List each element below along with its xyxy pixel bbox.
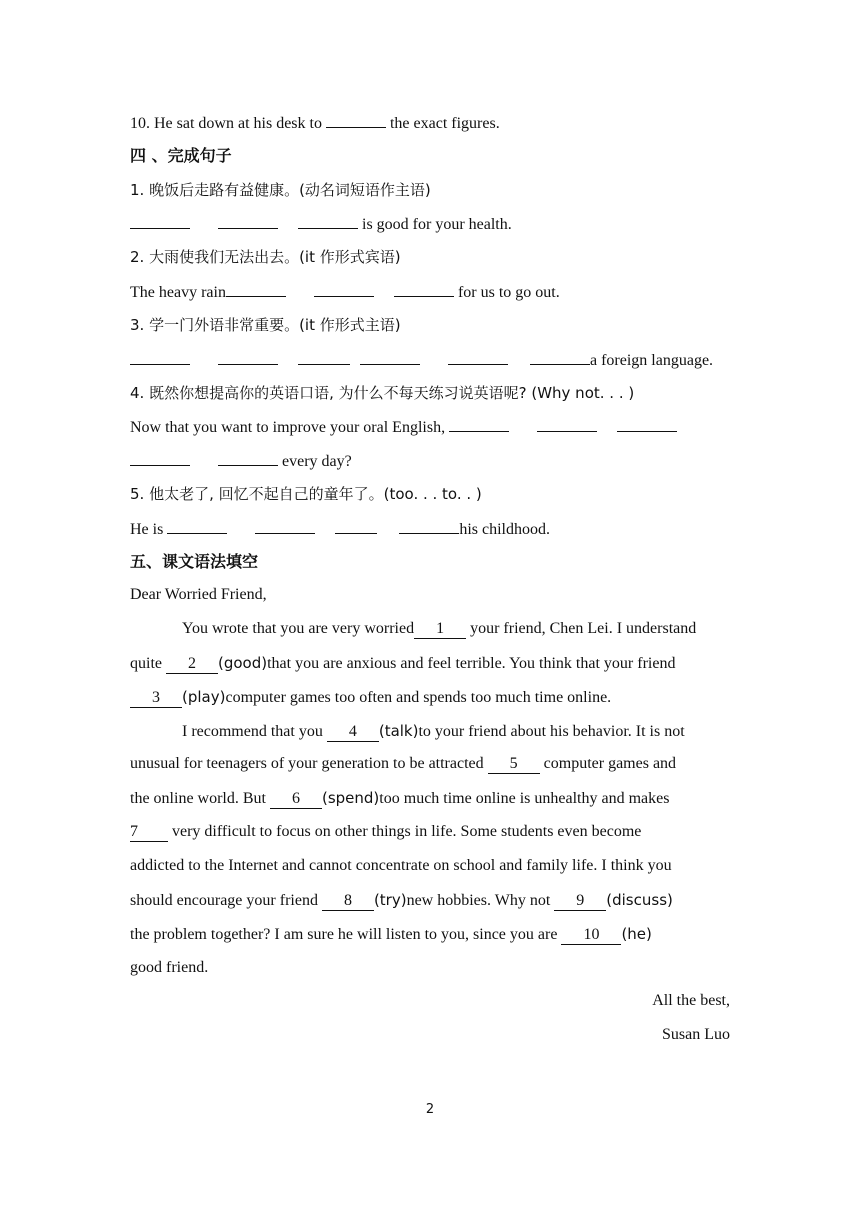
blank[interactable]: [298, 349, 350, 365]
letter-line: [130, 754, 676, 774]
s4-item-5-prompt: 5. 他太老了, 回忆不起自己的童年了。(too. . . to. . ): [130, 485, 482, 503]
text: to your friend about his behavior. It is not: [418, 723, 685, 740]
letter-line: [130, 687, 611, 708]
letter-line: [130, 822, 641, 842]
text: should encourage your friend: [130, 892, 322, 909]
blank[interactable]: [314, 281, 374, 297]
hint: (talk): [378, 722, 419, 740]
s4-item-3-answer: [130, 349, 713, 371]
numbered-blank-7[interactable]: 7: [130, 823, 168, 842]
page-number: 2: [425, 1102, 435, 1117]
blank[interactable]: [218, 450, 278, 466]
blank[interactable]: [130, 349, 190, 365]
signature: Susan Luo: [662, 1026, 730, 1043]
text: new hobbies. Why not: [406, 892, 555, 909]
hint: (spend): [321, 789, 380, 807]
answer-tail: every day?: [278, 453, 352, 470]
blank[interactable]: [130, 450, 190, 466]
numbered-blank-6[interactable]: 6: [270, 790, 322, 809]
s4-item-1-prompt: 1. 晚饭后走路有益健康。(动名词短语作主语): [130, 181, 431, 199]
numbered-blank-2[interactable]: 2: [166, 655, 218, 674]
numbered-blank-10[interactable]: 10: [561, 926, 621, 945]
text: quite: [130, 655, 166, 672]
blank[interactable]: [255, 518, 315, 534]
question-10: [130, 112, 500, 134]
numbered-blank-5[interactable]: 5: [488, 755, 540, 774]
hint: (he): [621, 925, 652, 943]
blank[interactable]: [399, 518, 459, 534]
answer-tail: his childhood.: [459, 521, 550, 538]
text: computer games too often and spends too much time online.: [225, 689, 612, 706]
text: unusual for teenagers of your generation to be attracted: [130, 755, 488, 772]
blank[interactable]: [218, 213, 278, 229]
s4-item-2-answer: [130, 281, 560, 303]
blank[interactable]: [617, 416, 677, 432]
text: I recommend that you: [182, 723, 327, 740]
letter-line: [182, 619, 696, 639]
blank[interactable]: [335, 518, 377, 534]
s4-item-4-answer-line2: [130, 450, 352, 472]
s4-item-1-answer: [130, 213, 512, 235]
numbered-blank-1[interactable]: 1: [414, 620, 466, 639]
letter-line: [130, 653, 675, 674]
text: the online world. But: [130, 790, 270, 807]
blank[interactable]: [537, 416, 597, 432]
hint: (try): [373, 891, 407, 909]
answer-head: He is: [130, 521, 168, 538]
hint: (play): [182, 688, 226, 706]
text: computer games and: [539, 755, 677, 772]
answer-head: The heavy rain: [130, 284, 226, 301]
letter-line: good friend.: [130, 959, 209, 976]
numbered-blank-9[interactable]: 9: [554, 892, 606, 911]
closing: All the best,: [652, 992, 730, 1009]
blank[interactable]: [360, 349, 420, 365]
section-5-heading: 五、课文语法填空: [130, 552, 259, 571]
blank[interactable]: [167, 518, 227, 534]
section-4-heading: 四 、完成句子: [130, 146, 232, 165]
s4-item-4-answer-line1: [130, 416, 677, 438]
blank[interactable]: [448, 349, 508, 365]
hint: (discuss): [606, 891, 673, 909]
numbered-blank-3[interactable]: 3: [130, 689, 182, 708]
salutation: Dear Worried Friend,: [130, 586, 267, 603]
q10-text: 10. He sat down at his desk to: [130, 115, 326, 132]
numbered-blank-8[interactable]: 8: [322, 892, 374, 911]
text: very difficult to focus on other things in life. Some students even become: [168, 823, 642, 840]
letter-line: addicted to the Internet and cannot concentrate on school and family life. I think you: [130, 857, 672, 874]
letter-line: [130, 924, 652, 945]
blank[interactable]: [226, 281, 286, 297]
text: too much time online is unhealthy and makes: [379, 790, 670, 807]
blank[interactable]: [530, 349, 590, 365]
s4-item-4-prompt: 4. 既然你想提高你的英语口语, 为什么不每天练习说英语呢? (Why not. . . ): [130, 384, 635, 402]
blank[interactable]: [218, 349, 278, 365]
text: your friend, Chen Lei. I understand: [466, 620, 697, 637]
letter-line: [130, 890, 673, 911]
text: You wrote that you are very worried: [182, 620, 415, 637]
text: the problem together? I am sure he will listen to you, since you are: [130, 926, 562, 943]
answer-tail: a foreign language.: [590, 352, 714, 369]
answer-head: Now that you want to improve your oral English,: [130, 419, 450, 436]
blank[interactable]: [326, 112, 386, 128]
answer-tail: for us to go out.: [453, 284, 560, 301]
letter-line: [182, 721, 685, 742]
s4-item-5-answer: [130, 518, 550, 540]
letter-line: [130, 788, 669, 809]
hint: (good): [218, 654, 268, 672]
blank[interactable]: [298, 213, 358, 229]
s4-item-3-prompt: 3. 学一门外语非常重要。(it 作形式主语): [130, 316, 401, 334]
q10-tail: the exact figures.: [389, 115, 500, 132]
text: that you are anxious and feel terrible. You think that your friend: [267, 655, 676, 672]
s4-item-2-prompt: 2. 大雨使我们无法出去。(it 作形式宾语): [130, 248, 401, 266]
blank[interactable]: [130, 213, 190, 229]
blank[interactable]: [449, 416, 509, 432]
answer-tail: is good for your health.: [358, 216, 512, 233]
blank[interactable]: [394, 281, 454, 297]
numbered-blank-4[interactable]: 4: [327, 723, 379, 742]
